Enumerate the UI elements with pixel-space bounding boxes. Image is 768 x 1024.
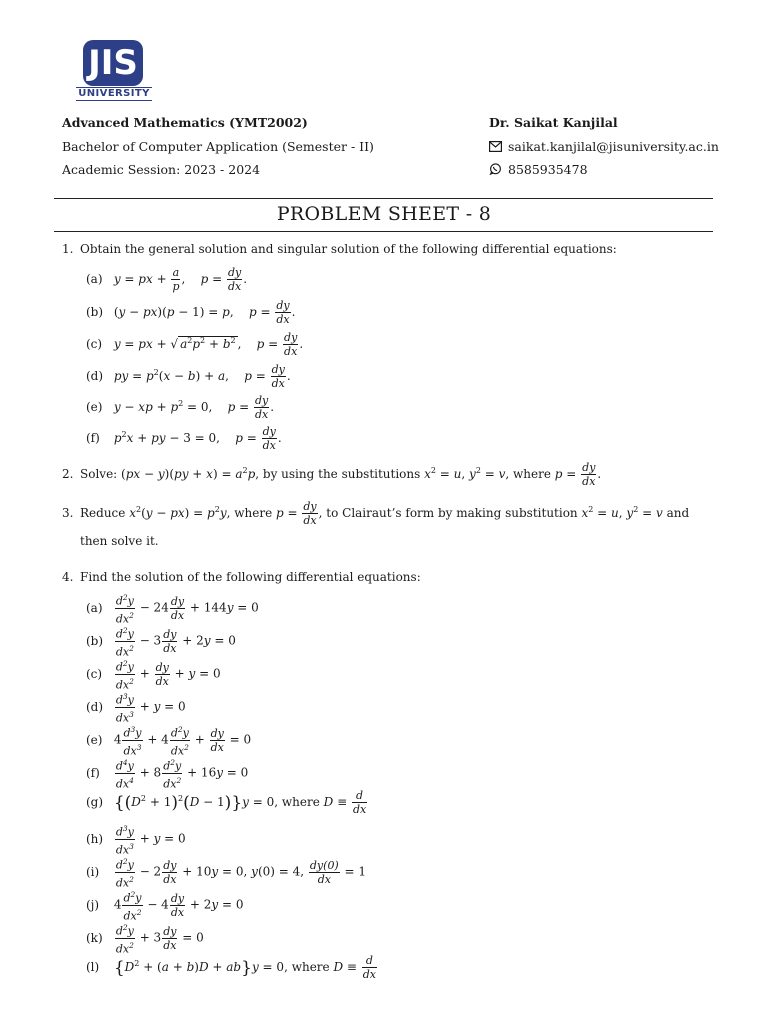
q1-part-d: (d) py = $p^2(x - b) + a$, p = $\frac{dy}{dx}$ . <box>86 363 291 390</box>
instructor-phone: 8585935478 <box>508 162 588 177</box>
q4-part-l: (l) $\{D^2 + (a + b)D + ab\}y = 0$, where D ≡ $\frac{d}{dx}$ <box>86 954 377 981</box>
q4-part-c: (c) $\frac{d^2y}{dx^2}$ + $\frac{dy}{dx}$ + y = 0 <box>86 659 221 692</box>
where-text: , where <box>274 795 324 809</box>
question-text-where: , where <box>505 467 555 481</box>
question-text-and: and <box>662 506 690 520</box>
instructor-name: Dr. Saikat Kanjilal <box>489 115 618 130</box>
part-label: (a) <box>86 600 103 615</box>
logo-mark: JIS <box>88 43 138 83</box>
title-rule-bottom <box>54 231 713 232</box>
q1-part-e: (e) y − xp + $p^2 = 0$, p = $\frac{dy}{dx}$ . <box>86 394 275 421</box>
q1-part-a: (a) y = px + $\frac{a}{p}$ , p = $\frac{dy}{dx}$ . <box>86 266 248 293</box>
question-text-mid: , by using the substitutions <box>255 467 425 481</box>
university-logo <box>76 40 152 104</box>
question-number: 1. <box>62 242 74 256</box>
question-3: 3. Reduce $x^2(y - px) = p^2y$, where p = $\frac{dy}{dx}$ , to Clairaut’s form by making substitution $x^2 = u$, $y^2 = v$ and <box>62 500 690 527</box>
q1-part-f: (f) $p^2x$ + py − 3 = 0, p = $\frac{dy}{dx}$ . <box>86 425 282 452</box>
q4-part-j: (j) 4 $\frac{d^2y}{dx^2}$ − 4 $\frac{dy}{dx}$ + 2y = 0 <box>86 890 244 923</box>
question-4 <box>62 570 421 584</box>
part-label: (g) <box>86 795 104 809</box>
whatsapp-icon <box>489 163 502 175</box>
logo-wordmark: UNIVERSITY <box>76 87 152 101</box>
part-label: (i) <box>86 864 100 879</box>
question-text: Solve: <box>80 467 122 481</box>
part-label: (f) <box>86 765 100 780</box>
part-label: (c) <box>86 337 103 351</box>
program-name: Bachelor of Computer Application (Semester - II) <box>62 139 374 154</box>
part-label: (e) <box>86 400 103 414</box>
where-text: , where <box>284 960 334 974</box>
question-text: Reduce <box>80 506 130 520</box>
part-label: (b) <box>86 633 104 648</box>
question-text-mid: , to Clairaut’s form by making substitution <box>318 506 582 520</box>
question-1 <box>62 242 617 256</box>
q4-part-d: (d) $\frac{d^3y}{dx^3}$ + y = 0 <box>86 692 186 725</box>
question-number: 2. <box>62 467 74 481</box>
sheet-title: PROBLEM SHEET - 8 <box>276 203 492 225</box>
part-label: (c) <box>86 666 103 681</box>
part-label: (f) <box>86 431 100 445</box>
question-number: 3. <box>62 506 74 520</box>
instructor-email[interactable]: saikat.kanjilal@jisuniversity.ac.in <box>508 139 719 154</box>
part-label: (d) <box>86 369 104 383</box>
envelope-icon <box>489 141 502 152</box>
question-number: 4. <box>62 570 74 584</box>
q4-part-a: (a) $\frac{d^2y}{dx^2}$ − 24 $\frac{dy}{dx}$ + 144y = 0 <box>86 593 259 626</box>
question-text: Obtain the general solution and singular solution of the following differential equations: <box>80 242 617 256</box>
part-label: (b) <box>86 305 104 319</box>
q4-part-k: (k) $\frac{d^2y}{dx^2}$ + 3 $\frac{dy}{dx}$ = 0 <box>86 923 204 956</box>
part-label: (k) <box>86 930 103 945</box>
title-rule-top <box>54 198 713 199</box>
academic-session: Academic Session: 2023 - 2024 <box>62 162 261 177</box>
question-text-where: , where <box>226 506 276 520</box>
q4-part-h: (h) $\frac{d^3y}{dx^3}$ + y = 0 <box>86 824 186 857</box>
part-label: (e) <box>86 732 103 747</box>
q4-part-b: (b) $\frac{d^2y}{dx^2}$ − 3 $\frac{dy}{dx}$ + 2y = 0 <box>86 626 236 659</box>
instructor-phone-line <box>489 162 588 177</box>
q1-part-c: (c) y = px + √ $a^2p^2 + b^2$ , p = $\frac{dy}{dx}$ . <box>86 331 304 358</box>
part-label: (l) <box>86 960 100 974</box>
q4-part-f: (f) $\frac{d^4y}{dx^4}$ + 8 $\frac{d^2y}{dx^2}$ + 16y = 0 <box>86 758 249 791</box>
part-label: (d) <box>86 699 104 714</box>
part-label: (a) <box>86 272 103 286</box>
question-3-line-2: then solve it. <box>80 534 159 548</box>
course-title: Advanced Mathematics (YMT2002) <box>62 115 308 130</box>
question-2: 2. Solve: $(px - y)(py + x) = a^2p$, by using the substitutions $x^2 = u$, $y^2 = v$, where p = $\frac{dy}{dx}$ . <box>62 461 602 488</box>
part-label: (h) <box>86 831 104 846</box>
instructor-email-line <box>489 139 719 154</box>
question-text: Find the solution of the following differential equations: <box>80 570 421 584</box>
q1-part-b: (b) (y − px)(p − 1) = p, p = $\frac{dy}{dx}$ . <box>86 299 296 326</box>
q4-part-e: (e) 4 $\frac{d^3y}{dx^3}$ + 4 $\frac{d^2y}{dx^2}$ + $\frac{dy}{dx}$ = 0 <box>86 725 252 758</box>
q4-part-i: (i) $\frac{d^2y}{dx^2}$ − 2 $\frac{dy}{dx}$ + 10y = 0, y(0) = 4, $\frac{dy(0)}{dx}$ = 1 <box>86 857 367 890</box>
part-label: (j) <box>86 897 100 912</box>
q4-part-g: (g) $\{(D^2 + 1)^2(D - 1)\}y = 0$, where D ≡ $\frac{d}{dx}$ <box>86 789 367 816</box>
